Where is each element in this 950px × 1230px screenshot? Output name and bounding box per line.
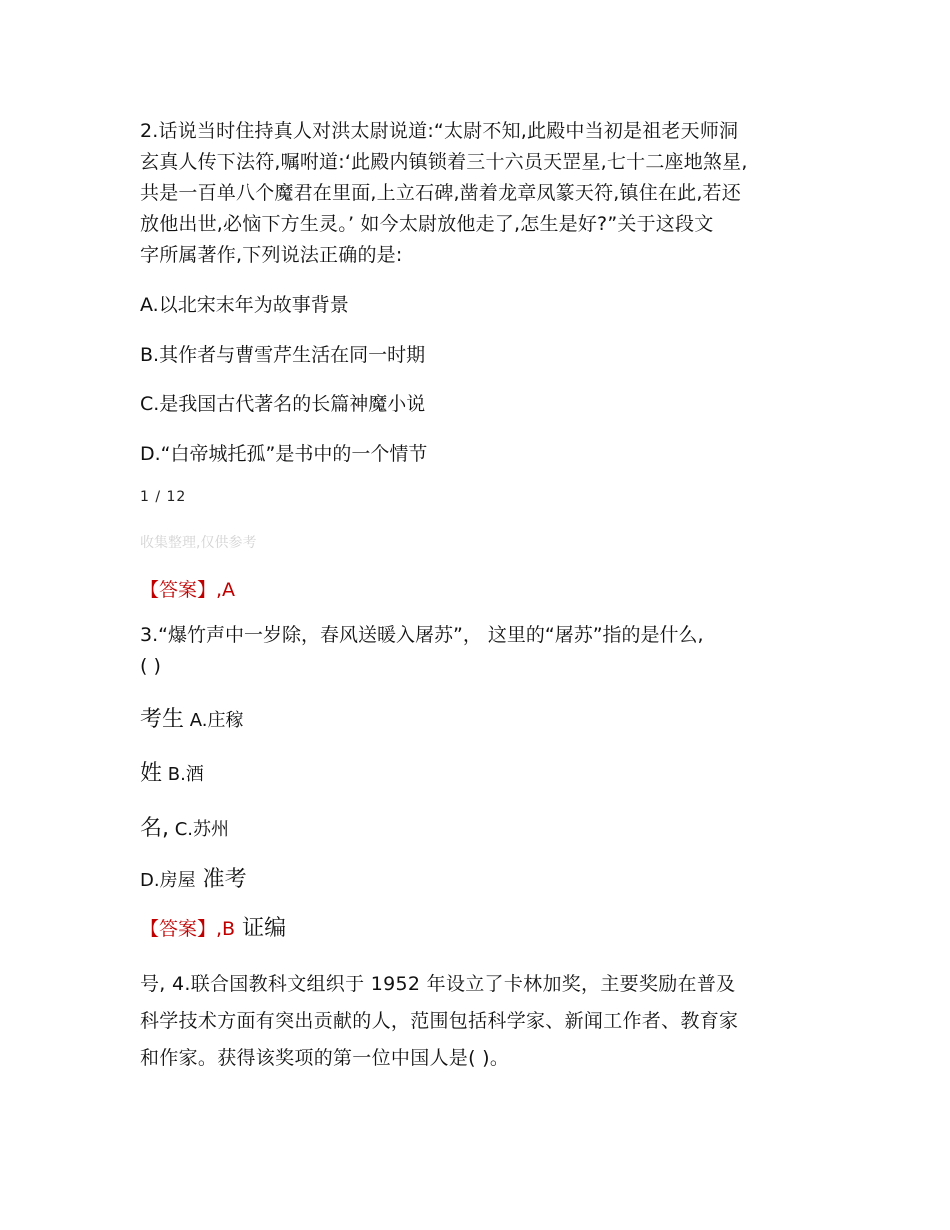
question-4-line: 和作家。获得该奖项的第一位中国人是( )。: [140, 1047, 510, 1069]
question-3-stem: [140, 620, 820, 682]
question-2-line: 2.话说当时住持真人对洪太尉说道:“太尉不知,此殿中当初是祖老天师洞: [140, 120, 739, 142]
option-text: C.苏州: [169, 819, 230, 840]
question-2-option-b: B.其作者与曹雪芹生活在同一时期: [140, 344, 426, 366]
option-text: A.庄稼: [184, 710, 244, 731]
question-4-line: 号, 4.联合国教科文组织于 1952 年设立了卡林加奖，主要奖励在普及: [140, 973, 736, 995]
question-2-line: 字所属著作,下列说法正确的是:: [140, 244, 403, 266]
question-4-line: 科学技术方面有突出贡献的人，范围包括科学家、新闻工作者、教育家: [140, 1010, 739, 1032]
question-3-option-c: [140, 815, 229, 844]
question-2-stem: [140, 116, 815, 271]
margin-text: 考生: [140, 707, 185, 732]
question-3-option-b: [140, 760, 204, 789]
question-2-line: 共是一百单八个魔君在里面,上立石碑,凿着龙章凤篆天符,镇住在此,若还: [140, 182, 741, 204]
question-3-line: 3.“爆竹声中一岁除，春风送暖入屠苏”， 这里的“屠苏”指的是什么,: [140, 624, 704, 646]
answer-3: [140, 915, 286, 944]
question-3-line: ( ): [140, 655, 161, 677]
answer-3-label: 【答案】,B: [140, 918, 236, 940]
margin-text: 名,: [140, 816, 169, 841]
margin-text: 准考: [195, 867, 247, 892]
question-3-option-a: [140, 706, 243, 735]
option-text: D.房屋: [140, 870, 196, 891]
question-4-stem: [140, 966, 830, 1077]
question-2-line: 玄真人传下法符,嘱咐道:‘此殿内镇锁着三十六员天罡星,七十二座地煞星,: [140, 151, 748, 173]
question-2-option-a: A.以北宋末年为故事背景: [140, 294, 349, 316]
option-text: B.酒: [162, 764, 204, 785]
question-2-option-d: D.“白帝城托孤”是书中的一个情节: [140, 443, 428, 465]
watermark-text: 收集整理,仅供参考: [140, 535, 257, 551]
question-2-line: 放他出世,必恼下方生灵。’ 如今太尉放他走了,怎生是好?”关于这段文: [140, 213, 714, 235]
question-3-option-d: [140, 866, 247, 895]
margin-text: 证编: [235, 916, 287, 941]
page-number: 1 / 12: [140, 489, 187, 505]
question-2-option-c: C.是我国古代著名的长篇神魔小说: [140, 393, 426, 415]
margin-text: 姓: [140, 761, 163, 786]
answer-2: 【答案】,A: [140, 579, 236, 601]
